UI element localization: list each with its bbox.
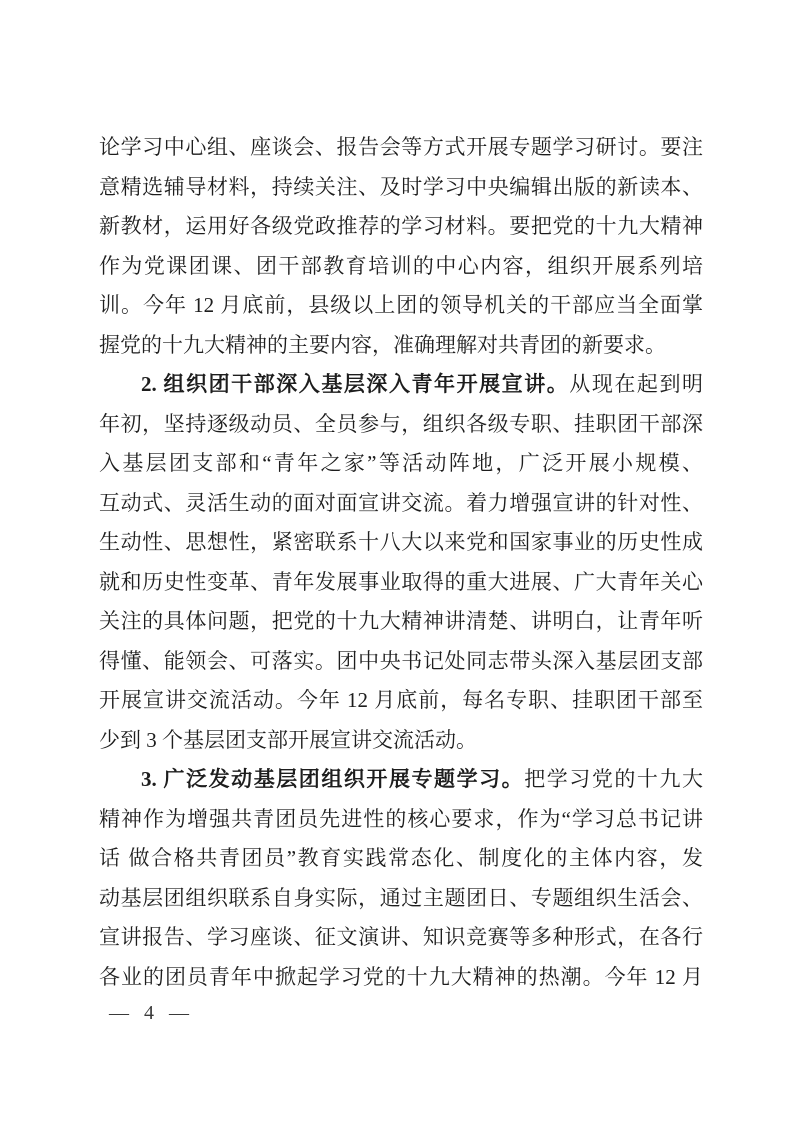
body-text bbox=[99, 128, 703, 997]
text-segment: 就和历史性变革、青年发展事业取得的重大进展、广大青年关心 bbox=[99, 569, 703, 594]
text-segment: 从现在起到明 bbox=[569, 372, 704, 396]
text-segment: 宣讲报告、学习座谈、征文演讲、知识竞赛等多种形式，在各行 bbox=[99, 925, 703, 949]
text-line bbox=[99, 721, 703, 761]
text-line bbox=[99, 800, 703, 840]
text-line bbox=[99, 207, 703, 247]
text-line bbox=[99, 839, 703, 879]
text-segment: 年初，坚持逐级动员、全员参与，组织各级专职、挂职团干部深 bbox=[99, 411, 703, 436]
text-segment: 作为党课团课、团干部教育培训的中心内容，组织开展系列培 bbox=[99, 253, 703, 278]
text-line bbox=[99, 879, 703, 919]
text-line bbox=[99, 918, 703, 958]
page-number bbox=[109, 1002, 194, 1025]
text-segment: 把学习党的十九大 bbox=[524, 767, 704, 791]
text-line bbox=[99, 958, 703, 998]
text-line bbox=[99, 523, 703, 563]
text-segment: 少到 3 个基层团支部开展宣讲交流活动。 bbox=[99, 727, 477, 752]
text-segment: 生动性、思想性，紧密联系十八大以来党和国家事业的历史性成 bbox=[99, 530, 703, 554]
text-line bbox=[99, 405, 703, 445]
text-line bbox=[99, 602, 703, 642]
paragraph-heading: 2. 组织团干部深入基层深入青年开展宣讲。 bbox=[141, 372, 570, 396]
text-line bbox=[99, 286, 703, 326]
text-line bbox=[99, 444, 703, 484]
text-line bbox=[99, 563, 703, 603]
text-line bbox=[99, 365, 703, 405]
text-line bbox=[99, 760, 703, 800]
text-segment: 各业的团员青年中掀起学习党的十九大精神的热潮。今年 12 月 bbox=[99, 964, 703, 989]
text-segment: 精神作为增强共青团员先进性的核心要求，作为“学习总书记讲 bbox=[99, 806, 703, 831]
text-segment: 得懂、能领会、可落实。团中央书记处同志带头深入基层团支部 bbox=[99, 648, 703, 673]
text-line bbox=[99, 326, 703, 366]
text-segment: 论学习中心组、座谈会、报告会等方式开展专题学习研讨。要注 bbox=[99, 135, 703, 159]
text-line bbox=[99, 484, 703, 524]
text-segment: 入基层团支部和“青年之家”等活动阵地，广泛开展小规模、 bbox=[99, 451, 703, 475]
text-segment: 话 做合格共青团员”教育实践常态化、制度化的主体内容，发 bbox=[99, 846, 703, 870]
text-segment: 互动式、灵活生动的面对面宣讲交流。着力增强宣讲的针对性、 bbox=[99, 490, 703, 515]
text-segment: 训。今年 12 月底前，县级以上团的领导机关的干部应当全面掌 bbox=[99, 293, 703, 317]
text-line bbox=[99, 128, 703, 168]
text-line bbox=[99, 247, 703, 287]
text-segment: 开展宣讲交流活动。今年 12 月底前，每名专职、挂职团干部至 bbox=[99, 688, 703, 712]
text-line bbox=[99, 168, 703, 208]
text-segment: 握党的十九大精神的主要内容，准确理解对共青团的新要求。 bbox=[99, 332, 666, 357]
text-line bbox=[99, 681, 703, 721]
paragraph-heading: 3. 广泛发动基层团组织开展专题学习。 bbox=[141, 767, 525, 791]
text-line bbox=[99, 642, 703, 682]
text-segment: 意精选辅导材料，持续关注、及时学习中央编辑出版的新读本、 bbox=[99, 174, 703, 199]
text-segment: 关注的具体问题，把党的十九大精神讲清楚、讲明白，让青年听 bbox=[99, 609, 703, 633]
page-number-label: — 4 — bbox=[109, 1002, 194, 1024]
text-segment: 动基层团组织联系自身实际，通过主题团日、专题组织生活会、 bbox=[99, 885, 703, 910]
text-segment: 新教材，运用好各级党政推荐的学习材料。要把党的十九大精神 bbox=[99, 214, 703, 238]
